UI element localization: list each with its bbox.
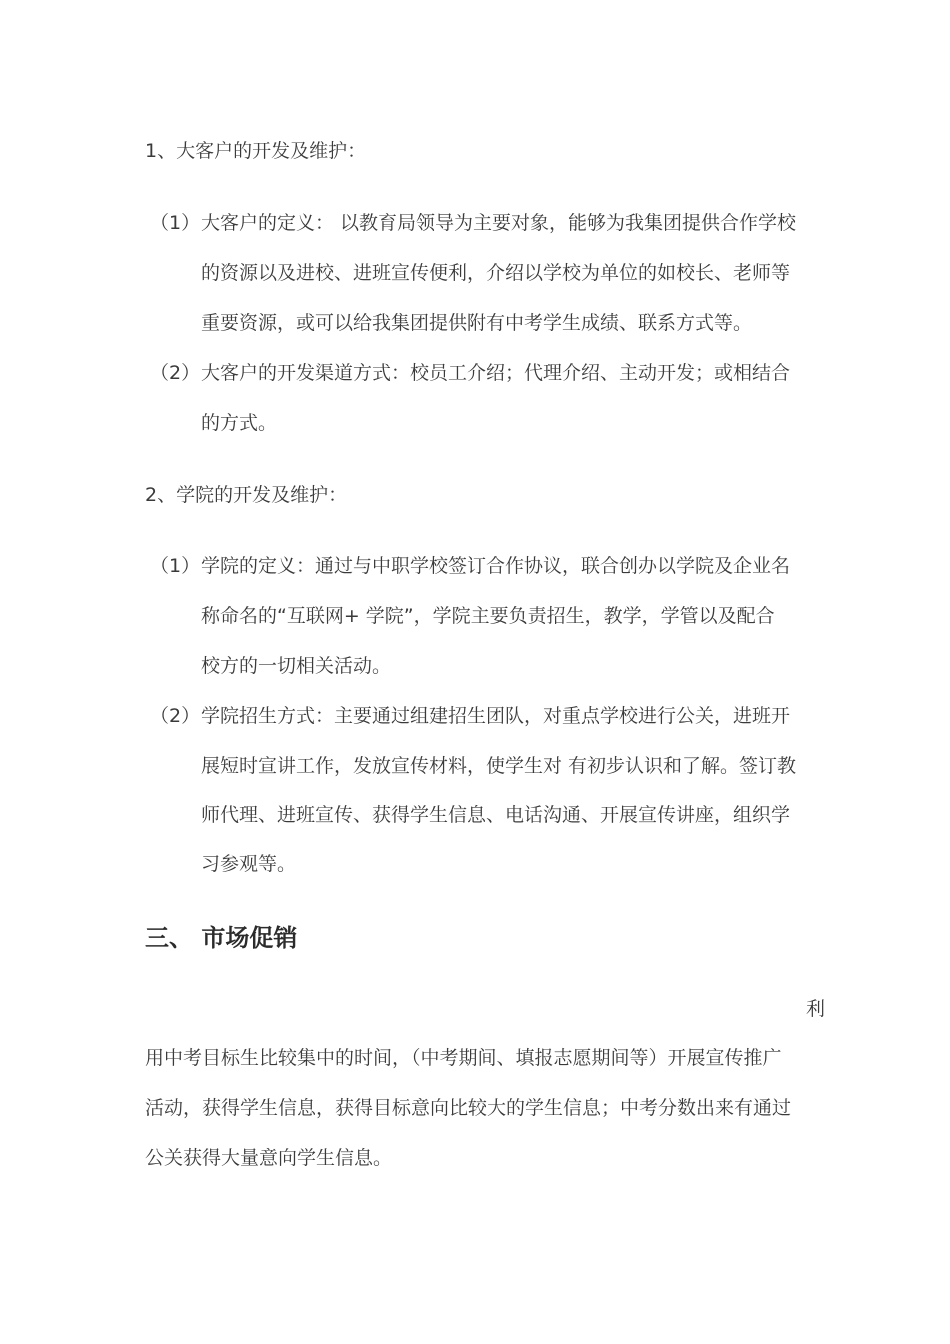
item-number: （2） bbox=[150, 705, 201, 727]
item-number: （1） bbox=[150, 555, 201, 577]
paragraph-line: 的方式。 bbox=[201, 412, 278, 434]
section-3-heading: 三、 市场促销 bbox=[145, 924, 298, 952]
paragraph-line: 大客户的定义： 以教育局领导为主要对象，能够为我集团提供合作学校 bbox=[201, 212, 797, 234]
paragraph-line: 重要资源，或可以给我集团提供附有中考学生成绩、联系方式等。 bbox=[201, 312, 753, 334]
section-1-title: 1、大客户的开发及维护： bbox=[145, 140, 367, 162]
item-number: （2） bbox=[150, 362, 201, 384]
paragraph-line: 展短时宣讲工作，发放宣传材料，使学生对 有初步认识和了解。签订教 bbox=[201, 755, 797, 777]
item-number: （1） bbox=[150, 212, 201, 234]
paragraph-line: 校方的一切相关活动。 bbox=[201, 655, 392, 677]
paragraph-line: 利 bbox=[806, 998, 826, 1020]
paragraph-line: 用中考目标生比较集中的时间，（中考期间、填报志愿期间等）开展宣传推广 bbox=[145, 1047, 782, 1069]
paragraph-line: 习参观等。 bbox=[201, 853, 297, 875]
paragraph-line: 学院招生方式：主要通过组建招生团队，对重点学校进行公关，进班开 bbox=[201, 705, 791, 727]
section-2-title: 2、学院的开发及维护： bbox=[145, 484, 348, 506]
paragraph-line: 公关获得大量意向学生信息。 bbox=[145, 1147, 393, 1169]
paragraph-line: 师代理、进班宣传、获得学生信息、电话沟通、开展宣传讲座，组织学 bbox=[201, 804, 791, 826]
paragraph-line: 称命名的“互联网+ 学院”，学院主要负责招生，教学，学管以及配合 bbox=[201, 605, 775, 627]
paragraph-line: 大客户的开发渠道方式：校员工介绍；代理介绍、主动开发；或相结合 bbox=[201, 362, 791, 384]
paragraph-line: 学院的定义：通过与中职学校签订合作协议，联合创办以学院及企业名 bbox=[201, 555, 791, 577]
paragraph-line: 活动，获得学生信息，获得目标意向比较大的学生信息；中考分数出来有通过 bbox=[145, 1097, 792, 1119]
paragraph-line: 的资源以及进校、进班宣传便利，介绍以学校为单位的如校长、老师等 bbox=[201, 262, 791, 284]
